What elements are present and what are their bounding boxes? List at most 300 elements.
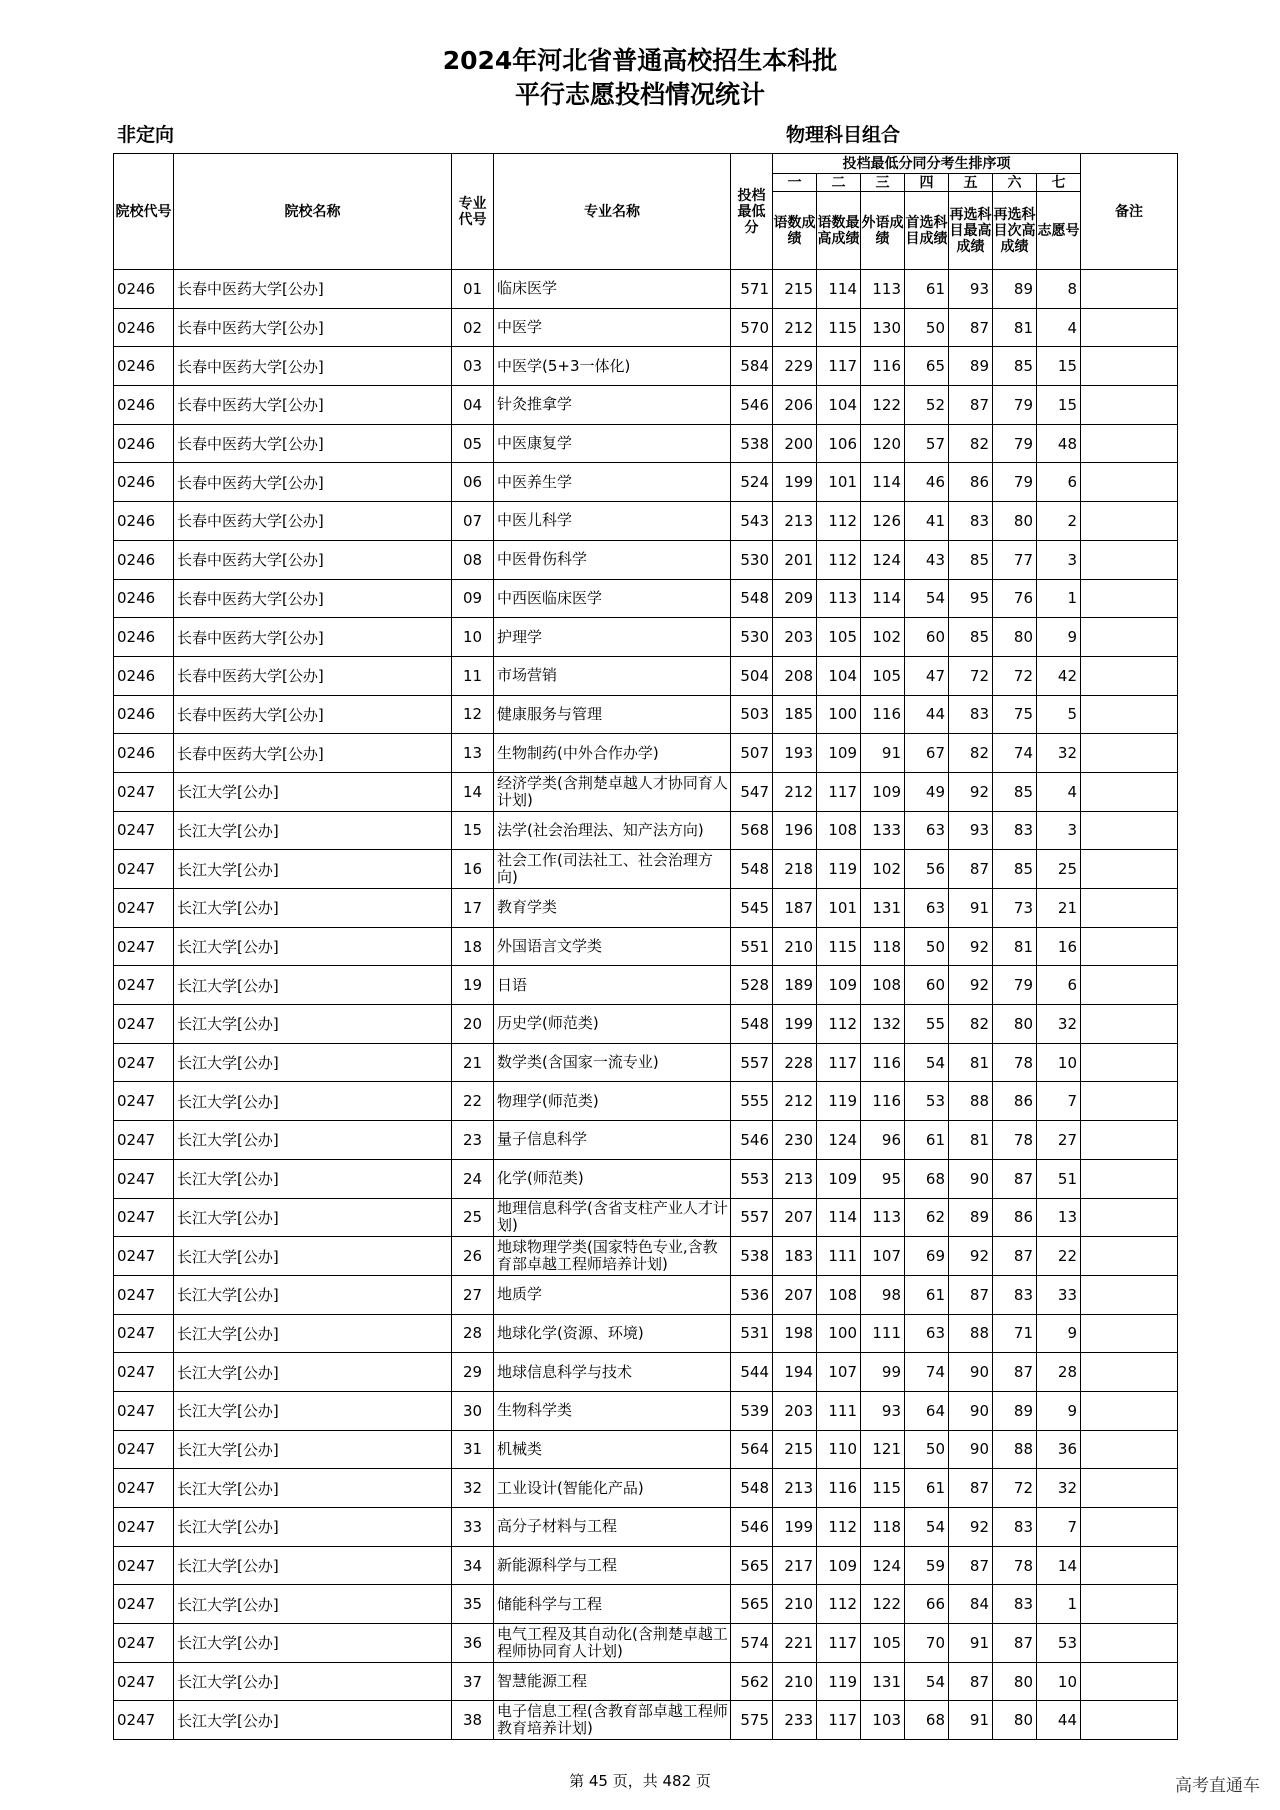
remark-cell bbox=[1081, 927, 1178, 966]
table-cell: 199 bbox=[773, 463, 817, 502]
table-cell: 87 bbox=[949, 386, 993, 425]
table-cell: 1 bbox=[1037, 579, 1081, 618]
table-cell: 88 bbox=[993, 1430, 1037, 1469]
table-cell: 107 bbox=[817, 1353, 861, 1392]
table-row bbox=[114, 811, 1178, 850]
table-cell: 548 bbox=[731, 579, 773, 618]
col-ord: 三 bbox=[861, 174, 905, 192]
table-cell: 0247 bbox=[114, 1043, 174, 1082]
table-cell: 59 bbox=[905, 1546, 949, 1585]
remark-cell bbox=[1081, 1314, 1178, 1353]
remark-cell bbox=[1081, 1082, 1178, 1121]
table-cell: 68 bbox=[905, 1701, 949, 1740]
table-cell: 21 bbox=[452, 1043, 494, 1082]
table-cell: 7 bbox=[1037, 1082, 1081, 1121]
table-cell: 84 bbox=[949, 1585, 993, 1624]
remark-cell bbox=[1081, 811, 1178, 850]
table-cell: 0246 bbox=[114, 734, 174, 773]
table-cell: 63 bbox=[905, 811, 949, 850]
table-row bbox=[114, 1198, 1178, 1237]
table-cell: 206 bbox=[773, 386, 817, 425]
table-cell: 长江大学[公办] bbox=[174, 1624, 452, 1663]
col-tiebreak-group: 投档最低分同分考生排序项 bbox=[773, 154, 1081, 174]
table-cell: 38 bbox=[452, 1701, 494, 1740]
table-cell: 0247 bbox=[114, 1005, 174, 1044]
table-cell: 54 bbox=[905, 1508, 949, 1547]
table-cell: 112 bbox=[817, 502, 861, 541]
table-cell: 0246 bbox=[114, 270, 174, 309]
table-cell: 545 bbox=[731, 889, 773, 928]
table-cell: 87 bbox=[949, 1469, 993, 1508]
table-cell: 0247 bbox=[114, 927, 174, 966]
table-cell: 78 bbox=[993, 1043, 1037, 1082]
table-cell: 109 bbox=[817, 966, 861, 1005]
remark-cell bbox=[1081, 1662, 1178, 1701]
table-cell: 122 bbox=[861, 386, 905, 425]
table-cell: 中医学(5+3一体化) bbox=[494, 347, 731, 386]
table-cell: 日语 bbox=[494, 966, 731, 1005]
table-cell: 长春中医药大学[公办] bbox=[174, 656, 452, 695]
table-cell: 121 bbox=[861, 1430, 905, 1469]
table-cell: 546 bbox=[731, 1121, 773, 1160]
table-cell: 0247 bbox=[114, 1314, 174, 1353]
table-cell: 4 bbox=[1037, 308, 1081, 347]
table-cell: 92 bbox=[949, 1237, 993, 1276]
table-cell: 86 bbox=[993, 1198, 1037, 1237]
table-cell: 91 bbox=[861, 734, 905, 773]
table-cell: 87 bbox=[949, 1662, 993, 1701]
table-cell: 16 bbox=[1037, 927, 1081, 966]
table-cell: 81 bbox=[949, 1043, 993, 1082]
table-cell: 215 bbox=[773, 270, 817, 309]
table-cell: 智慧能源工程 bbox=[494, 1662, 731, 1701]
table-cell: 0247 bbox=[114, 1469, 174, 1508]
table-cell: 230 bbox=[773, 1121, 817, 1160]
table-cell: 543 bbox=[731, 502, 773, 541]
table-cell: 212 bbox=[773, 308, 817, 347]
table-cell: 199 bbox=[773, 1508, 817, 1547]
table-cell: 118 bbox=[861, 1508, 905, 1547]
table-cell: 72 bbox=[993, 1469, 1037, 1508]
remark-cell bbox=[1081, 1546, 1178, 1585]
table-cell: 124 bbox=[861, 540, 905, 579]
table-cell: 44 bbox=[905, 695, 949, 734]
table-cell: 25 bbox=[452, 1198, 494, 1237]
table-cell: 长春中医药大学[公办] bbox=[174, 270, 452, 309]
table-cell: 51 bbox=[1037, 1159, 1081, 1198]
table-cell: 109 bbox=[817, 1546, 861, 1585]
table-cell: 经济学类(含荆楚卓越人才协同育人计划) bbox=[494, 772, 731, 811]
table-cell: 长江大学[公办] bbox=[174, 1508, 452, 1547]
table-row bbox=[114, 1121, 1178, 1160]
table-cell: 长江大学[公办] bbox=[174, 1159, 452, 1198]
table-cell: 507 bbox=[731, 734, 773, 773]
table-cell: 229 bbox=[773, 347, 817, 386]
table-cell: 0247 bbox=[114, 889, 174, 928]
table-row bbox=[114, 540, 1178, 579]
table-cell: 86 bbox=[993, 1082, 1037, 1121]
table-row bbox=[114, 386, 1178, 425]
table-cell: 长江大学[公办] bbox=[174, 1198, 452, 1237]
remark-cell bbox=[1081, 1391, 1178, 1430]
table-cell: 86 bbox=[949, 463, 993, 502]
table-cell: 210 bbox=[773, 927, 817, 966]
table-cell: 11 bbox=[452, 656, 494, 695]
remark-cell bbox=[1081, 540, 1178, 579]
table-cell: 528 bbox=[731, 966, 773, 1005]
table-cell: 储能科学与工程 bbox=[494, 1585, 731, 1624]
table-cell: 131 bbox=[861, 889, 905, 928]
table-cell: 34 bbox=[452, 1546, 494, 1585]
remark-cell bbox=[1081, 1469, 1178, 1508]
table-cell: 33 bbox=[452, 1508, 494, 1547]
table-cell: 长江大学[公办] bbox=[174, 1662, 452, 1701]
table-cell: 0247 bbox=[114, 1701, 174, 1740]
table-cell: 213 bbox=[773, 1469, 817, 1508]
table-cell: 72 bbox=[993, 656, 1037, 695]
table-cell: 210 bbox=[773, 1662, 817, 1701]
table-cell: 228 bbox=[773, 1043, 817, 1082]
table-cell: 99 bbox=[861, 1353, 905, 1392]
table-cell: 80 bbox=[993, 1701, 1037, 1740]
table-cell: 77 bbox=[993, 540, 1037, 579]
remark-cell bbox=[1081, 1237, 1178, 1276]
col-tiebreak: 再选科目次高成绩 bbox=[993, 192, 1037, 270]
table-cell: 长江大学[公办] bbox=[174, 1237, 452, 1276]
table-cell: 79 bbox=[993, 424, 1037, 463]
table-cell: 中医骨伤科学 bbox=[494, 540, 731, 579]
col-tiebreak: 志愿号 bbox=[1037, 192, 1081, 270]
table-cell: 长春中医药大学[公办] bbox=[174, 386, 452, 425]
table-cell: 量子信息科学 bbox=[494, 1121, 731, 1160]
table-cell: 87 bbox=[949, 1275, 993, 1314]
table-cell: 5 bbox=[1037, 695, 1081, 734]
table-cell: 0247 bbox=[114, 1662, 174, 1701]
table-cell: 212 bbox=[773, 1082, 817, 1121]
table-cell: 104 bbox=[817, 386, 861, 425]
remark-cell bbox=[1081, 347, 1178, 386]
table-cell: 75 bbox=[993, 695, 1037, 734]
table-cell: 111 bbox=[817, 1237, 861, 1276]
table-cell: 116 bbox=[861, 1043, 905, 1082]
table-cell: 长春中医药大学[公办] bbox=[174, 618, 452, 657]
table-cell: 32 bbox=[1037, 734, 1081, 773]
table-cell: 中西医临床医学 bbox=[494, 579, 731, 618]
table-cell: 41 bbox=[905, 502, 949, 541]
table-cell: 126 bbox=[861, 502, 905, 541]
table-cell: 61 bbox=[905, 1275, 949, 1314]
table-cell: 地球物理学类(国家特色专业,含教育部卓越工程师培养计划) bbox=[494, 1237, 731, 1276]
remark-cell bbox=[1081, 308, 1178, 347]
table-cell: 长江大学[公办] bbox=[174, 927, 452, 966]
table-cell: 8 bbox=[1037, 270, 1081, 309]
table-cell: 209 bbox=[773, 579, 817, 618]
table-cell: 48 bbox=[1037, 424, 1081, 463]
table-cell: 65 bbox=[905, 347, 949, 386]
table-cell: 中医养生学 bbox=[494, 463, 731, 502]
remark-cell bbox=[1081, 695, 1178, 734]
table-cell: 92 bbox=[949, 927, 993, 966]
table-cell: 109 bbox=[817, 734, 861, 773]
table-cell: 119 bbox=[817, 1662, 861, 1701]
table-cell: 112 bbox=[817, 540, 861, 579]
table-cell: 法学(社会治理法、知产法方向) bbox=[494, 811, 731, 850]
table-cell: 116 bbox=[861, 1082, 905, 1121]
table-cell: 生物科学类 bbox=[494, 1391, 731, 1430]
table-row bbox=[114, 1624, 1178, 1663]
table-cell: 83 bbox=[949, 502, 993, 541]
table-cell: 79 bbox=[993, 463, 1037, 502]
table-cell: 102 bbox=[861, 850, 905, 889]
table-cell: 19 bbox=[452, 966, 494, 1005]
table-cell: 13 bbox=[452, 734, 494, 773]
table-cell: 111 bbox=[861, 1314, 905, 1353]
table-cell: 数学类(含国家一流专业) bbox=[494, 1043, 731, 1082]
table-cell: 119 bbox=[817, 850, 861, 889]
table-cell: 117 bbox=[817, 1701, 861, 1740]
table-cell: 504 bbox=[731, 656, 773, 695]
table-row bbox=[114, 308, 1178, 347]
table-cell: 长江大学[公办] bbox=[174, 1469, 452, 1508]
table-cell: 7 bbox=[1037, 1508, 1081, 1547]
remark-cell bbox=[1081, 1701, 1178, 1740]
table-cell: 55 bbox=[905, 1005, 949, 1044]
table-cell: 187 bbox=[773, 889, 817, 928]
table-cell: 0247 bbox=[114, 1508, 174, 1547]
table-cell: 22 bbox=[1037, 1237, 1081, 1276]
table-cell: 564 bbox=[731, 1430, 773, 1469]
table-cell: 67 bbox=[905, 734, 949, 773]
table-cell: 6 bbox=[1037, 463, 1081, 502]
remark-cell bbox=[1081, 1585, 1178, 1624]
table-row bbox=[114, 656, 1178, 695]
table-cell: 0247 bbox=[114, 811, 174, 850]
table-cell: 49 bbox=[905, 772, 949, 811]
table-cell: 105 bbox=[817, 618, 861, 657]
col-tiebreak: 首选科目成绩 bbox=[905, 192, 949, 270]
table-cell: 长春中医药大学[公办] bbox=[174, 463, 452, 502]
table-cell: 201 bbox=[773, 540, 817, 579]
table-cell: 电子信息工程(含教育部卓越工程师教育培养计划) bbox=[494, 1701, 731, 1740]
table-cell: 35 bbox=[452, 1585, 494, 1624]
table-cell: 95 bbox=[949, 579, 993, 618]
table-cell: 87 bbox=[993, 1159, 1037, 1198]
table-cell: 111 bbox=[817, 1391, 861, 1430]
table-cell: 长江大学[公办] bbox=[174, 1701, 452, 1740]
table-cell: 10 bbox=[452, 618, 494, 657]
col-ord: 四 bbox=[905, 174, 949, 192]
table-cell: 89 bbox=[949, 347, 993, 386]
table-cell: 90 bbox=[949, 1159, 993, 1198]
col-remark: 备注 bbox=[1081, 154, 1178, 270]
col-major-code: 专业代号 bbox=[452, 154, 494, 270]
table-cell: 91 bbox=[949, 1701, 993, 1740]
remark-cell bbox=[1081, 270, 1178, 309]
remark-cell bbox=[1081, 1005, 1178, 1044]
table-cell: 27 bbox=[452, 1275, 494, 1314]
table-cell: 93 bbox=[949, 270, 993, 309]
remark-cell bbox=[1081, 1508, 1178, 1547]
table-row bbox=[114, 1043, 1178, 1082]
table-cell: 28 bbox=[452, 1314, 494, 1353]
table-cell: 05 bbox=[452, 424, 494, 463]
table-cell: 92 bbox=[949, 772, 993, 811]
table-cell: 117 bbox=[817, 772, 861, 811]
col-ord: 一 bbox=[773, 174, 817, 192]
table-cell: 31 bbox=[452, 1430, 494, 1469]
table-cell: 80 bbox=[993, 1005, 1037, 1044]
table-cell: 71 bbox=[993, 1314, 1037, 1353]
table-cell: 574 bbox=[731, 1624, 773, 1663]
table-cell: 13 bbox=[1037, 1198, 1081, 1237]
table-cell: 196 bbox=[773, 811, 817, 850]
table-cell: 124 bbox=[817, 1121, 861, 1160]
table-cell: 117 bbox=[817, 347, 861, 386]
table-cell: 551 bbox=[731, 927, 773, 966]
table-cell: 233 bbox=[773, 1701, 817, 1740]
table-cell: 50 bbox=[905, 1430, 949, 1469]
table-cell: 24 bbox=[452, 1159, 494, 1198]
table-cell: 0246 bbox=[114, 347, 174, 386]
table-cell: 117 bbox=[817, 1043, 861, 1082]
table-cell: 53 bbox=[905, 1082, 949, 1121]
table-cell: 107 bbox=[861, 1237, 905, 1276]
remark-cell bbox=[1081, 772, 1178, 811]
table-cell: 524 bbox=[731, 463, 773, 502]
table-cell: 0247 bbox=[114, 1159, 174, 1198]
table-cell: 92 bbox=[949, 966, 993, 1005]
table-cell: 12 bbox=[452, 695, 494, 734]
table-cell: 101 bbox=[817, 463, 861, 502]
table-cell: 56 bbox=[905, 850, 949, 889]
table-cell: 工业设计(智能化产品) bbox=[494, 1469, 731, 1508]
table-cell: 0247 bbox=[114, 1353, 174, 1392]
table-cell: 2 bbox=[1037, 502, 1081, 541]
table-row bbox=[114, 347, 1178, 386]
table-cell: 83 bbox=[993, 1275, 1037, 1314]
table-cell: 20 bbox=[452, 1005, 494, 1044]
remark-cell bbox=[1081, 734, 1178, 773]
table-cell: 548 bbox=[731, 1005, 773, 1044]
table-cell: 82 bbox=[949, 734, 993, 773]
table-cell: 0246 bbox=[114, 308, 174, 347]
table-cell: 85 bbox=[949, 618, 993, 657]
table-cell: 212 bbox=[773, 772, 817, 811]
table-cell: 生物制药(中外合作办学) bbox=[494, 734, 731, 773]
table-cell: 临床医学 bbox=[494, 270, 731, 309]
table-cell: 118 bbox=[861, 927, 905, 966]
col-ord: 六 bbox=[993, 174, 1037, 192]
table-row bbox=[114, 966, 1178, 1005]
table-cell: 61 bbox=[905, 270, 949, 309]
col-tiebreak: 语数最高成绩 bbox=[817, 192, 861, 270]
table-cell: 9 bbox=[1037, 1314, 1081, 1353]
table-cell: 101 bbox=[817, 889, 861, 928]
table-cell: 0246 bbox=[114, 656, 174, 695]
table-row bbox=[114, 1430, 1178, 1469]
table-cell: 93 bbox=[949, 811, 993, 850]
table-cell: 10 bbox=[1037, 1662, 1081, 1701]
table-cell: 208 bbox=[773, 656, 817, 695]
table-cell: 80 bbox=[993, 1662, 1037, 1701]
table-cell: 中医儿科学 bbox=[494, 502, 731, 541]
table-cell: 81 bbox=[949, 1121, 993, 1160]
table-cell: 32 bbox=[1037, 1005, 1081, 1044]
table-cell: 09 bbox=[452, 579, 494, 618]
table-cell: 新能源科学与工程 bbox=[494, 1546, 731, 1585]
table-cell: 114 bbox=[861, 579, 905, 618]
table-cell: 112 bbox=[817, 1508, 861, 1547]
table-cell: 95 bbox=[861, 1159, 905, 1198]
table-cell: 62 bbox=[905, 1198, 949, 1237]
remark-cell bbox=[1081, 1430, 1178, 1469]
table-cell: 6 bbox=[1037, 966, 1081, 1005]
table-cell: 54 bbox=[905, 1662, 949, 1701]
table-cell: 108 bbox=[861, 966, 905, 1005]
admission-table bbox=[113, 153, 1178, 1740]
table-cell: 化学(师范类) bbox=[494, 1159, 731, 1198]
table-cell: 555 bbox=[731, 1082, 773, 1121]
table-cell: 108 bbox=[817, 1275, 861, 1314]
table-cell: 54 bbox=[905, 1043, 949, 1082]
table-row bbox=[114, 618, 1178, 657]
table-cell: 03 bbox=[452, 347, 494, 386]
table-cell: 538 bbox=[731, 1237, 773, 1276]
table-cell: 548 bbox=[731, 1469, 773, 1508]
table-cell: 85 bbox=[949, 540, 993, 579]
table-cell: 长春中医药大学[公办] bbox=[174, 734, 452, 773]
remark-cell bbox=[1081, 1043, 1178, 1082]
table-row bbox=[114, 1546, 1178, 1585]
table-cell: 长春中医药大学[公办] bbox=[174, 424, 452, 463]
table-cell: 565 bbox=[731, 1546, 773, 1585]
table-row bbox=[114, 579, 1178, 618]
table-cell: 213 bbox=[773, 502, 817, 541]
table-cell: 207 bbox=[773, 1275, 817, 1314]
remark-cell bbox=[1081, 1353, 1178, 1392]
table-cell: 07 bbox=[452, 502, 494, 541]
table-cell: 89 bbox=[993, 1391, 1037, 1430]
table-cell: 10 bbox=[1037, 1043, 1081, 1082]
table-row bbox=[114, 1391, 1178, 1430]
table-cell: 189 bbox=[773, 966, 817, 1005]
remark-cell bbox=[1081, 386, 1178, 425]
table-cell: 115 bbox=[861, 1469, 905, 1508]
table-cell: 546 bbox=[731, 386, 773, 425]
col-ord: 二 bbox=[817, 174, 861, 192]
table-cell: 外国语言文学类 bbox=[494, 927, 731, 966]
table-cell: 87 bbox=[949, 308, 993, 347]
table-cell: 教育学类 bbox=[494, 889, 731, 928]
col-major-name: 专业名称 bbox=[494, 154, 731, 270]
table-cell: 85 bbox=[993, 347, 1037, 386]
table-cell: 电气工程及其自动化(含荆楚卓越工程师协同育人计划) bbox=[494, 1624, 731, 1663]
table-row bbox=[114, 927, 1178, 966]
table-cell: 117 bbox=[817, 1624, 861, 1663]
table-cell: 557 bbox=[731, 1198, 773, 1237]
table-cell: 124 bbox=[861, 1546, 905, 1585]
table-cell: 0247 bbox=[114, 1546, 174, 1585]
table-cell: 503 bbox=[731, 695, 773, 734]
table-cell: 37 bbox=[452, 1662, 494, 1701]
table-row bbox=[114, 1082, 1178, 1121]
col-ord: 七 bbox=[1037, 174, 1081, 192]
table-cell: 长江大学[公办] bbox=[174, 850, 452, 889]
table-cell: 3 bbox=[1037, 811, 1081, 850]
remark-cell bbox=[1081, 1624, 1178, 1663]
table-row bbox=[114, 772, 1178, 811]
table-cell: 长江大学[公办] bbox=[174, 889, 452, 928]
